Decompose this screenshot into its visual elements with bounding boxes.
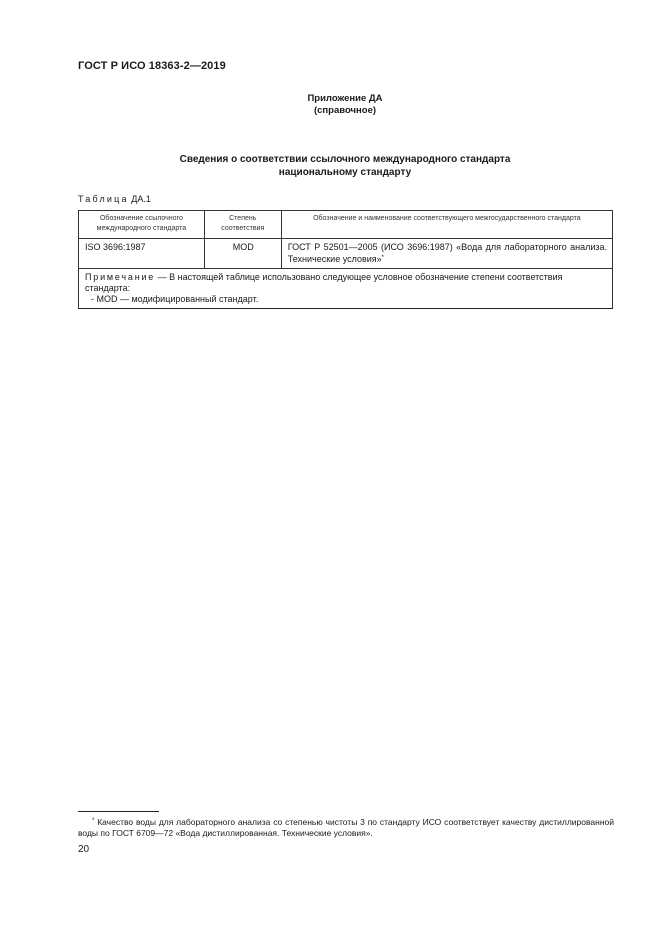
cell-national-standard (281, 239, 612, 269)
table-caption-id: ДА.1 (131, 194, 151, 204)
section-title-line-2: национальному стандарту (278, 167, 412, 178)
appendix-heading (0, 93, 661, 117)
table-note (79, 269, 613, 309)
table-note-row (79, 269, 613, 309)
correspondence-table (78, 210, 613, 309)
header-ref-standard: Обозначение ссылочного международного стандарта (79, 211, 205, 239)
page-number: 20 (78, 844, 90, 855)
cell-degree: MOD (204, 239, 281, 269)
document-code: ГОСТ Р ИСО 18363-2—2019 (78, 60, 226, 72)
note-item: - MOD — модифицированный стандарт. (91, 294, 259, 304)
footnote-divider (78, 811, 159, 812)
note-text: — В настоящей таблице использовано следующее условное обозначение степени соответствия стандарта: (85, 272, 563, 293)
footnote-text: Качество воды для лабораторного анализа со степенью чистоты 3 по стандарту ИСО соответствует качеству дистиллированной воды по ГОСТ 6709—72 «Вода дистиллированная. Технические условия». (78, 817, 614, 838)
note-label: Примечание (85, 272, 156, 282)
table-caption (78, 194, 151, 204)
cell-ref-standard: ISO 3696:1987 (79, 239, 205, 269)
section-title-line-1: Сведения о соответствии ссылочного международного стандарта (179, 154, 511, 165)
table-caption-word: Таблица (78, 194, 129, 204)
footnote (78, 816, 614, 839)
table-header-row (79, 211, 613, 239)
section-title (0, 153, 661, 179)
footnote-star: * (92, 818, 95, 824)
appendix-title: Приложение ДА (307, 93, 383, 104)
appendix-subtitle: (справочное) (313, 105, 377, 116)
national-standard-text: ГОСТ Р 52501—2005 (ИСО 3696:1987) «Вода для лабораторного анализа. Технические условия» (287, 242, 607, 264)
footnote-mark: * (381, 255, 384, 261)
table-row (79, 239, 613, 269)
header-national-standard: Обозначение и наименование соответствующего межгосударственного стандарта (281, 211, 612, 239)
header-degree: Степень соответствия (204, 211, 281, 239)
